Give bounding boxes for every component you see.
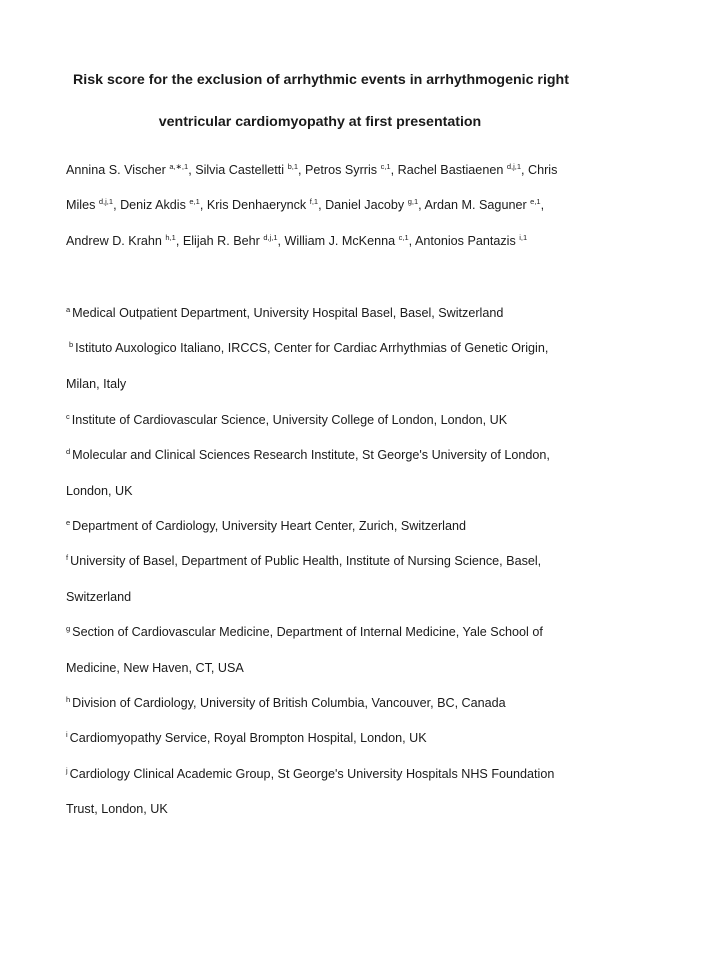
author-line-1: Annina S. Vischer $^{a,∗,1}$, Silvia Castelletti $^{b,1}$, Petros Syrris $^{c,1}$, Rachel Bastiaenen $^{d,j,1}$, Chris xyxy=(66,162,558,177)
author-affiliation-marks: d,j,1 xyxy=(506,162,522,171)
affiliation-label: e xyxy=(66,518,71,527)
affiliation-text-part: Molecular and Clinical Sciences Research Institute, St George's University of London, xyxy=(72,448,550,462)
affiliation-f xyxy=(66,554,541,568)
author-affiliation-marks: a,∗,1 xyxy=(169,162,189,171)
author-affiliation-marks: b,1 xyxy=(287,162,299,171)
author-name: Ardan M. Saguner xyxy=(424,198,527,212)
affiliation-text-part: Istituto Auxologico Italiano, IRCCS, Center for Cardiac Arrhythmias of Genetic Origin, xyxy=(75,341,549,355)
affiliation-text-part: London, UK xyxy=(66,484,133,498)
author-name: Rachel Bastiaenen xyxy=(397,163,504,177)
author-name-part: Miles xyxy=(66,198,96,212)
affiliation-d xyxy=(66,448,550,462)
author-line-3: Andrew D. Krahn $^{h,1}$, Elijah R. Behr $^{d,j,1}$, William J. McKenna $^{c,1}$, Antonios Pantazis $^{i,1}$ xyxy=(66,233,528,248)
paper-title-line-1: Risk score for the exclusion of arrhythmic events in arrhythmogenic right xyxy=(73,72,569,88)
affiliation-j-continued xyxy=(66,802,168,816)
author-affiliation-marks: i,1 xyxy=(519,233,528,242)
author-name: Antonios Pantazis xyxy=(414,234,516,248)
author-name: William J. McKenna xyxy=(284,234,396,248)
author-affiliation-marks: d,j,1 xyxy=(98,197,114,206)
affiliation-text-part: Milan, Italy xyxy=(66,377,127,391)
affiliation-label: c xyxy=(66,412,70,421)
affiliation-label: d xyxy=(66,447,71,456)
affiliation-j xyxy=(66,767,554,781)
affiliation-label: g xyxy=(66,624,71,633)
affiliation-c xyxy=(66,413,507,427)
affiliation-label: a xyxy=(66,305,71,314)
author-name: Petros Syrris xyxy=(305,163,378,177)
affiliation-text: Cardiomyopathy Service, Royal Brompton Hospital, London, UK xyxy=(69,731,427,745)
affiliation-label: f xyxy=(66,553,69,562)
author-name: Andrew D. Krahn xyxy=(66,234,162,248)
affiliation-b-continued xyxy=(66,377,126,391)
affiliation-e xyxy=(66,519,466,533)
author-name: Silvia Castelletti xyxy=(195,163,285,177)
author-affiliation-marks: d,j,1 xyxy=(263,233,278,242)
affiliation-text: Division of Cardiology, University of British Columbia, Vancouver, BC, Canada xyxy=(72,696,506,710)
affiliation-label: h xyxy=(66,695,71,704)
author-affiliation-marks: c,1 xyxy=(380,162,391,171)
author-name: Deniz Akdis xyxy=(120,198,186,212)
affiliation-text-part: Section of Cardiovascular Medicine, Department of Internal Medicine, Yale School of xyxy=(72,625,543,639)
affiliation-text-part: Switzerland xyxy=(66,590,132,604)
affiliation-h xyxy=(66,696,506,710)
paper-title-line-2: ventricular cardiomyopathy at first presentation xyxy=(158,114,482,130)
author-affiliation-marks: e,1 xyxy=(189,197,200,206)
author-line-2: Miles $^{d,j,1}$, Deniz Akdis $^{e,1}$, Kris Denhaerynck $^{f,1}$, Daniel Jacoby $^{g,1}$, Ardan M. Saguner $^{e,1}$, xyxy=(66,197,545,212)
affiliation-text: Institute of Cardiovascular Science, University College of London, London, UK xyxy=(71,413,508,427)
affiliation-text: Medical Outpatient Department, University Hospital Basel, Basel, Switzerland xyxy=(72,306,504,320)
affiliation-text-part: Trust, London, UK xyxy=(66,802,168,816)
affiliation-a xyxy=(66,306,503,320)
author-name-part: Chris xyxy=(528,163,558,177)
affiliation-g xyxy=(66,625,543,639)
affiliation-b xyxy=(69,341,548,355)
author-affiliation-marks: e,1 xyxy=(530,197,541,206)
affiliation-g-continued xyxy=(66,661,244,675)
affiliation-d-continued xyxy=(66,484,133,498)
author-name: Annina S. Vischer xyxy=(66,163,166,177)
author-name: Elijah R. Behr xyxy=(182,234,260,248)
author-affiliation-marks: c,1 xyxy=(398,233,409,242)
affiliation-label: b xyxy=(69,340,74,349)
affiliation-label: j xyxy=(66,766,68,775)
affiliation-text-part: Cardiology Clinical Academic Group, St George's University Hospitals NHS Foundation xyxy=(69,767,555,781)
affiliation-label: i xyxy=(66,730,68,739)
author-affiliation-marks: g,1 xyxy=(407,197,419,206)
author-affiliation-marks: f,1 xyxy=(309,197,319,206)
affiliation-text: Department of Cardiology, University Heart Center, Zurich, Switzerland xyxy=(72,519,466,533)
author-affiliation-marks: h,1 xyxy=(165,233,176,242)
author-name: Daniel Jacoby xyxy=(325,198,405,212)
affiliation-text-part: University of Basel, Department of Public Health, Institute of Nursing Science, Basel, xyxy=(70,554,542,568)
affiliation-i xyxy=(66,731,427,745)
affiliation-text-part: Medicine, New Haven, CT, USA xyxy=(66,661,244,675)
author-name: Kris Denhaerynck xyxy=(206,198,307,212)
affiliation-f-continued xyxy=(66,590,131,604)
